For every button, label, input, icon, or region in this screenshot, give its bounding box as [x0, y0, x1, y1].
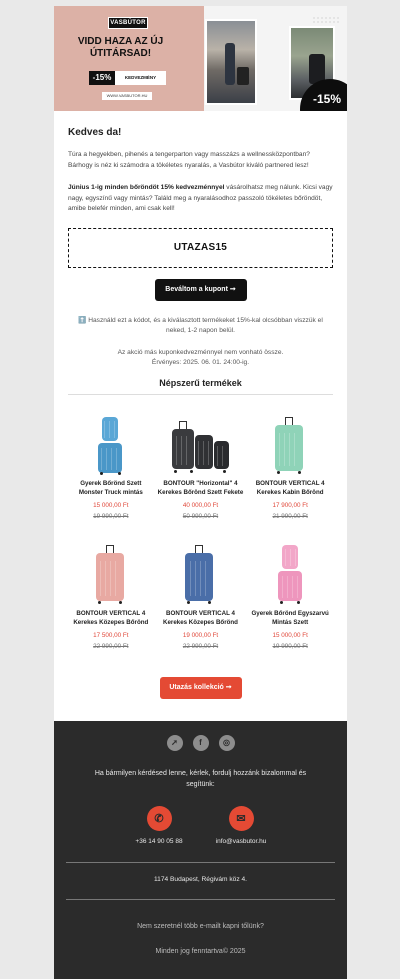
product-image[interactable] [165, 413, 235, 475]
travel-collection-button[interactable]: Utazás kollekció ➞ [160, 677, 242, 699]
footer-divider [66, 862, 335, 863]
product-image[interactable] [76, 543, 146, 605]
product-old-price: 19 990,00 Ft [93, 512, 129, 520]
terms-line-2: Érvényes: 2025. 06. 01. 24:00-ig. [151, 358, 250, 366]
discount-badge-percent: -15% [89, 71, 115, 85]
popular-products-title: Népszerű termékek [68, 378, 333, 395]
terms-line-1: Az akció más kuponkedvezménnyel nem vonható össze. [117, 348, 284, 356]
product-card[interactable] [247, 413, 333, 543]
product-price: 15 000,00 Ft [93, 501, 129, 509]
product-image[interactable] [76, 413, 146, 475]
help-text: Ha bármilyen kérdésed lenne, kérlek, fordulj hozzánk bizalommal és segítünk: [94, 769, 307, 788]
phone-number[interactable]: +36 14 90 05 88 [135, 837, 183, 845]
offer-highlight: Június 1-ig minden bőröndöt 15% kedvezménnyel [68, 184, 225, 191]
product-card[interactable] [247, 543, 333, 673]
corner-discount-text: -15% [313, 92, 342, 106]
product-image[interactable] [255, 413, 325, 475]
mail-icon[interactable]: ✉ [229, 806, 254, 831]
hero-title: VIDD HAZA AZ ÚJ ÚTITÁRSAD! [77, 36, 164, 59]
product-card[interactable] [158, 413, 244, 543]
product-price: 17 500,00 Ft [93, 631, 129, 639]
product-image[interactable] [255, 543, 325, 605]
phone-contact[interactable] [119, 806, 199, 845]
decorative-dots [312, 16, 340, 24]
product-card[interactable] [68, 413, 154, 543]
offer-details: vásárolhatsz meg nálunk. Kicsi vagy nagy, egyszínű vagy mintás? Találd meg a nyaralásodhoz passzoló tökéletes bőröndöt, amibe belefér minden, ami csak kell! [68, 184, 333, 212]
product-grid [68, 413, 333, 673]
brand-logo: VASBÚTOR [108, 17, 148, 29]
unsubscribe-link[interactable]: Nem szeretnél több e-mailt kapni tőlünk? [137, 922, 264, 930]
product-name[interactable]: BONTOUR VERTICAL 4 Kerekes Közepes Bőrönd [163, 609, 238, 626]
hero-photo-traveler [205, 19, 257, 105]
offer-paragraph [68, 183, 333, 215]
product-price: 19 000,00 Ft [182, 631, 219, 639]
product-name[interactable]: BONTOUR VERTICAL 4 Kerekes Közepes Bőrönd [73, 609, 149, 626]
product-old-price: 22 990,00 Ft [93, 642, 129, 650]
footer-divider [66, 899, 335, 900]
product-price: 15 000,00 Ft [272, 631, 308, 639]
facebook-icon[interactable]: f [193, 735, 209, 751]
email-container [54, 6, 347, 979]
coupon-info-text: ⬆️ Használd ezt a kódot, és a kiválasztott termékeket 15%-kal olcsóbban viszzük el neked, 1-2 napon belül. [78, 316, 323, 334]
product-card[interactable] [68, 543, 154, 673]
product-name[interactable]: BONTOUR VERTICAL 4 Kerekes Kabin Bőrönd [255, 479, 325, 496]
product-name[interactable]: Gyerek Bőrönd Egyszarvú Mintás Szett [251, 609, 329, 626]
email-address[interactable]: info@vasbutor.hu [215, 837, 267, 845]
footer [54, 721, 347, 979]
product-price: 17 900,00 Ft [272, 501, 308, 509]
product-card[interactable] [158, 543, 244, 673]
product-old-price: 50 990,00 Ft [182, 512, 219, 520]
discount-badge-label: KEDVEZMÉNY [115, 71, 166, 85]
phone-icon[interactable]: ✆ [147, 806, 172, 831]
product-old-price: 22 990,00 Ft [182, 642, 219, 650]
email-contact[interactable] [201, 806, 281, 845]
greeting: Kedves da! [68, 127, 122, 138]
social-links [54, 735, 347, 751]
redeem-coupon-button[interactable]: Beváltom a kupont ➞ [155, 279, 247, 301]
product-price: 40 000,00 Ft [182, 501, 219, 509]
product-image[interactable] [165, 543, 235, 605]
website-url[interactable]: WWW.VASBUTOR.HU [102, 92, 152, 100]
hero-banner[interactable] [54, 6, 347, 111]
cursor-icon[interactable]: ➚ [167, 735, 183, 751]
company-address: 1174 Budapest, Régivám köz 4. [154, 875, 247, 883]
product-name[interactable]: Gyerek Bőrönd Szett Monster Truck mintás [78, 479, 143, 496]
product-name[interactable]: BONTOUR "Horizontal" 4 Kerekes Bőrönd Szett Fekete [157, 479, 244, 496]
product-old-price: 21 990,00 Ft [272, 512, 308, 520]
product-old-price: 19 990,00 Ft [272, 642, 308, 650]
coupon-code-box[interactable]: UTAZAS15 [68, 228, 333, 268]
terms-note [68, 348, 333, 368]
instagram-icon[interactable]: ◎ [219, 735, 235, 751]
copyright-text: Minden jog fenntartva© 2025 [155, 947, 246, 955]
intro-paragraph: Túra a hegyekben, pihenés a tengerparton vagy masszázs a wellnessközpontban? Bárhogy is néz ki számodra a tökéletes nyaralás, a Vasbútor kiváló partnered lesz! [68, 151, 310, 169]
